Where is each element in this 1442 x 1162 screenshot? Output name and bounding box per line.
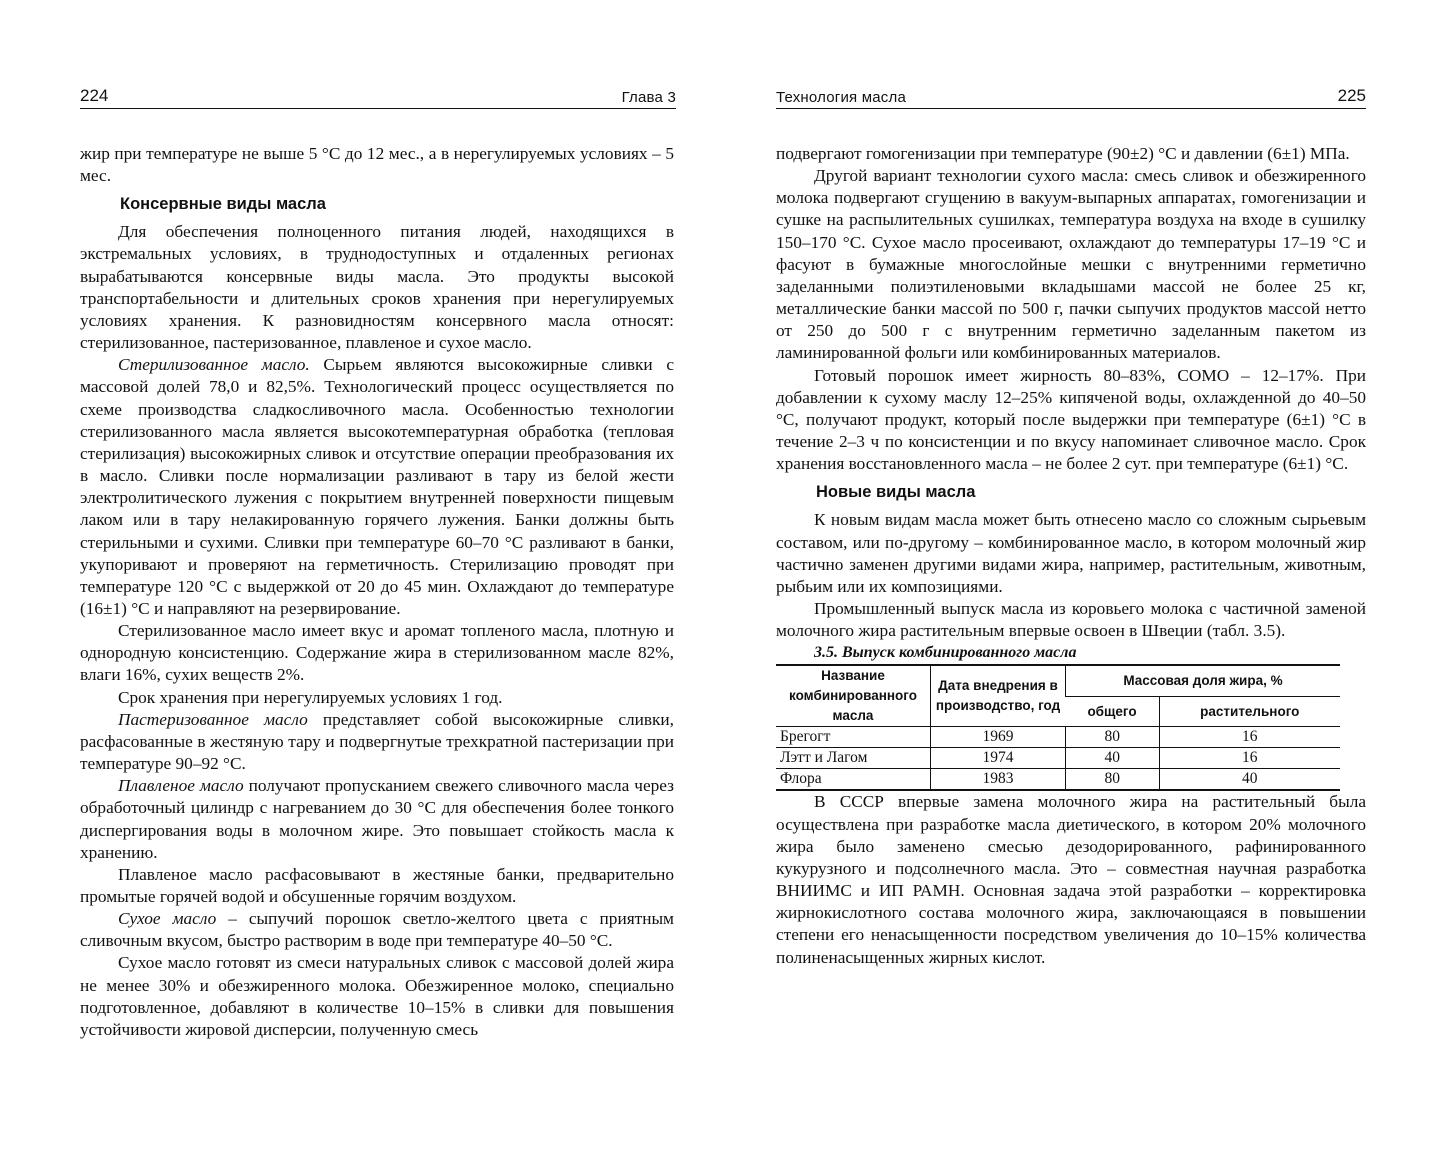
column-header: растительного: [1159, 697, 1340, 727]
paragraph: Промышленный выпуск масла из коровьего молока с частичной заменой молочного жира растительным впервые освоен в Швеции (табл. 3.5).: [776, 598, 1366, 641]
table-cell: Флора: [776, 769, 931, 791]
paragraph: К новым видам масла может быть отнесено масло со сложным сырьевым составом, или по-другому – комбинированное масло, в котором молочный жир частично заменен другими видами жира, например, растительным, животным, рыбьим или их композициями.: [776, 510, 1366, 596]
left-text-column: [80, 143, 674, 1041]
term: Сухое масло: [118, 909, 217, 929]
paragraph: Для обеспечения полноценного питания людей, находящихся в экстремальных условиях, в труднодоступных и отдаленных регионах вырабатываются консервные виды масла. Это продукты высокой транспортабельности и длительных сроков хранения при нерегулируемых условиях хранения. К разновидностям консервного масла относят: стерилизованное, пастеризованное, плавленое и сухое масло.: [80, 222, 674, 353]
data-table: [776, 664, 1340, 791]
paragraph: Стерилизованное масло имеет вкус и аромат топленого масла, плотную и однородную консистенцию. Содержание жира в стерилизованном масле 82%, влаги 16%, сухих веществ 2%.: [80, 621, 674, 685]
paragraph-text: – сыпучий порошок светло-желтого цвета с приятным сливочным вкусом, быстро растворим в воде при температуре 40–50 °С.: [80, 909, 674, 951]
term: Плавленое масло: [118, 776, 244, 796]
table-cell: 16: [1159, 727, 1340, 748]
chapter-title: Технология масла: [776, 89, 906, 106]
table-caption: 3.5. Выпуск комбинированного масла: [814, 644, 1077, 662]
paragraph: Плавленое масло расфасовывают в жестяные банки, предварительно промытые горячей водой и обсушенные горячим воздухом.: [80, 864, 674, 906]
table-cell: 40: [1159, 769, 1340, 791]
right-text-column: [776, 143, 1366, 969]
right-page: [721, 0, 1442, 1162]
page-number: 224: [80, 86, 109, 105]
paragraph-text: представляет собой высокожирные сливки, расфасованные в жестяную тару и подвергнутые трехкратной пастеризации при температуре 90–92 °С.: [80, 709, 675, 774]
chapter-title: Глава 3: [621, 89, 676, 106]
table-cell: 1969: [931, 727, 1066, 748]
paragraph: [80, 908, 674, 952]
table-row: [776, 727, 1340, 748]
page-number: 225: [1337, 86, 1366, 105]
table-cell: Брегогт: [776, 727, 931, 748]
paragraph: [80, 354, 674, 620]
table-cell: 1974: [931, 748, 1066, 769]
table-cell: 40: [1066, 748, 1160, 769]
paragraph: жир при температуре не выше 5 °С до 12 мес., а в нерегулируемых условиях – 5 мес.: [80, 144, 674, 186]
table-cell: 80: [1066, 727, 1160, 748]
table-row: [776, 748, 1340, 769]
table-row: [776, 769, 1340, 791]
section-heading: Новые виды масла: [816, 483, 976, 502]
running-head: [776, 86, 1366, 109]
section-heading: Консервные виды масла: [120, 195, 326, 214]
paragraph: Другой вариант технологии сухого масла: смесь сливок и обезжиренного молока подвергают сгущению в вакуум-выпарных аппаратах, гомогенизации и сушке на распылительных сушилках, температура воздуха на входе в сушилку 150–170 °С. Сухое масло просеивают, охлаждают до температуры 17–19 °С и фасуют в бумажные многослойные мешки с внутренними герметично заделанными полиэтиленовыми вкладышами массой не более 25 кг, металлические банки массой по 500 г, пачки сыпучих продуктов массой нетто от 250 до 500 г с внутренним герметично заделанным пакетом из ламинированной фольги или комбинированных материалов.: [776, 166, 1366, 363]
column-group-header: Массовая доля жира, %: [1066, 665, 1341, 696]
column-header: Название комбинированного масла: [776, 665, 931, 727]
term: Стерилизованное масло.: [118, 355, 310, 375]
paragraph: [80, 709, 674, 775]
paragraph: В СССР впервые замена молочного жира на растительный была осуществлена при разработке масла диетического, в котором 20% молочного жира было заменено смесью дезодорированного, рафинированного кукурузного и подсолнечного масла. Это – совместная научная разработка ВНИИМС и ИП РАМН. Основная задача этой разработки – корректировка жирнокислотного состава молочного жира, заключающаяся в повышении степени его ненасыщенности посредством увеличения до 10–15% количества полиненасыщенных жирных кислот.: [776, 792, 1366, 967]
paragraph: подвергают гомогенизации при температуре (90±2) °С и давлении (6±1) МПа.: [776, 144, 1350, 163]
running-head: [80, 86, 676, 109]
table-cell: Лэтт и Лагом: [776, 748, 931, 769]
paragraph: Сухое масло готовят из смеси натуральных сливок с массовой долей жира не менее 30% и обезжиренного молока. Обезжиренное молоко, специально подготовленное, добавляют в количестве 10–15% в сливки для повышения устойчивости жировой дисперсии, полученную смесь: [80, 953, 674, 1039]
paragraph: Срок хранения при нерегулируемых условиях 1 год.: [118, 687, 503, 707]
column-header: Дата внедрения в производство, год: [931, 665, 1066, 727]
column-header: общего: [1066, 697, 1160, 727]
paragraph-text: получают пропусканием свежего сливочного масла через обработочный цилиндр с нагреванием до 30 °С для обеспечения более тонкого диспергирования воды в молочном жире. Это повышает стойкость масла к хранению.: [80, 776, 674, 862]
table-cell: 16: [1159, 748, 1340, 769]
paragraph-text: Сырьем являются высокожирные сливки с массовой долей 78,0 и 82,5%. Технологический процесс осуществляется по схеме производства сладкосливочного масла. Особенностью технологии стерилизованного масла является высокотемпературная обработка (тепловая стерилизация) высокожирных сливок и отсутствие операции преобразования их в масло. Сливки после нормализации разливают в тару из белой жести электролитического лужения с покрытием внутренней поверхности пищевым лаком или в тару нелакированную горячего лужения. Банки должны быть стерильными и сухими. Сливки при температуре 60–70 °С разливают в банки, укупоривают и проверяют на герметичность. Стерилизацию проводят при температуре 120 °С с выдержкой от 20 до 45 мин. Охлаждают до температуре (16±1) °С и направляют на резервирование.: [80, 355, 674, 618]
table-cell: 80: [1066, 769, 1160, 791]
paragraph: Готовый порошок имеет жирность 80–83%, СОМО – 12–17%. При добавлении к сухому маслу 12–25% кипяченой воды, охлажденной до 40–50 °С, получают продукт, который после выдержки при температуре (6±1) °С в течение 2–3 ч по консистенции и по вкусу напоминает сливочное масло. Срок хранения восстановленного масла – не более 2 сут. при температуре (6±1) °С.: [776, 365, 1366, 474]
table-cell: 1983: [931, 769, 1066, 791]
term: Пастеризованное масло: [118, 709, 308, 729]
paragraph: [80, 775, 674, 864]
